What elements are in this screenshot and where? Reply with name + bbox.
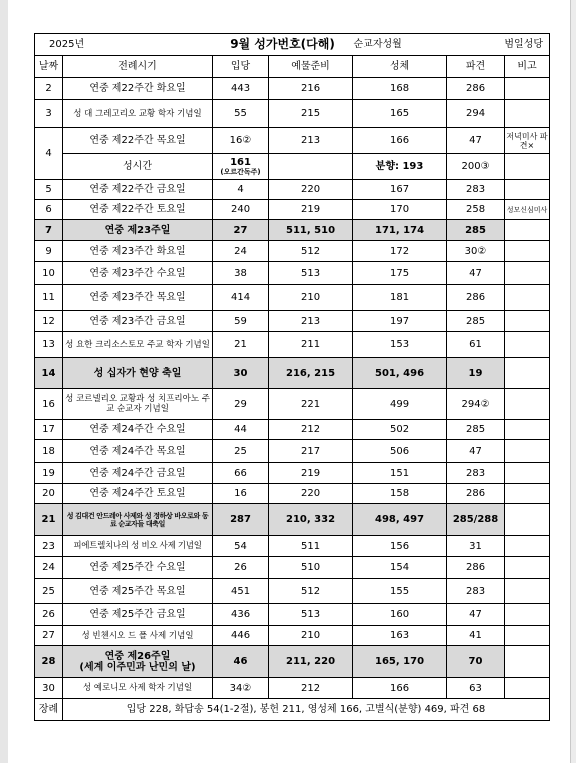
communion-cell: 분향: 193 [353, 154, 447, 180]
communion-cell: 175 [353, 262, 447, 285]
entrance-cell: 59 [213, 311, 269, 332]
dismissal-cell: 200③ [447, 154, 505, 180]
dismissal-cell: 294② [447, 389, 505, 420]
liturgy-cell: 연중 제24주간 토요일 [63, 484, 213, 504]
date-cell: 23 [35, 536, 63, 557]
entrance-cell: 34② [213, 678, 269, 699]
table-row [35, 504, 550, 536]
date-cell: 7 [35, 220, 63, 241]
offertory-cell: 512 [269, 579, 353, 604]
table-row [35, 78, 550, 100]
page-title: 9월 성가번호(다해) [213, 34, 353, 56]
note-cell [505, 285, 550, 311]
offertory-cell: 217 [269, 440, 353, 463]
entrance-cell: 287 [213, 504, 269, 536]
entrance-cell: 29 [213, 389, 269, 420]
table-row [35, 241, 550, 262]
note-cell [505, 358, 550, 389]
date-cell: 14 [35, 358, 63, 389]
entrance-cell: 66 [213, 463, 269, 484]
date-cell: 17 [35, 420, 63, 440]
table-row [35, 626, 550, 646]
entrance-cell: 16 [213, 484, 269, 504]
date-cell: 11 [35, 285, 63, 311]
liturgy-cell: 연중 제22주간 화요일 [63, 78, 213, 100]
entrance-cell: 16② [213, 128, 269, 154]
dismissal-cell: 258 [447, 200, 505, 220]
liturgy-cell: 성 코르넬리오 교황과 성 치프리아노 주교 순교자 기념일 [63, 389, 213, 420]
table-row [35, 678, 550, 699]
communion-cell: 506 [353, 440, 447, 463]
liturgy-cell: 연중 제25주간 금요일 [63, 604, 213, 626]
col-liturgy-header: 전례시기 [63, 56, 213, 78]
liturgy-cell: 연중 제22주간 토요일 [63, 200, 213, 220]
offertory-cell: 512 [269, 241, 353, 262]
communion-cell: 498, 497 [353, 504, 447, 536]
table-row [35, 285, 550, 311]
note-cell [505, 463, 550, 484]
offertory-cell: 210 [269, 626, 353, 646]
liturgy-cell: 연중 제22주간 금요일 [63, 180, 213, 200]
col-dismissal-header: 파견 [447, 56, 505, 78]
date-cell: 18 [35, 440, 63, 463]
funeral-row [35, 699, 550, 721]
communion-cell: 181 [353, 285, 447, 311]
date-cell: 3 [35, 100, 63, 128]
offertory-cell: 210, 332 [269, 504, 353, 536]
left-margin-strip [0, 0, 8, 763]
dismissal-cell: 285 [447, 420, 505, 440]
note-cell [505, 604, 550, 626]
liturgy-cell: 성 김대건 안드레아 사제와 성 정하상 바오로와 동료 순교자들 대축일 [63, 504, 213, 536]
communion-cell: 502 [353, 420, 447, 440]
communion-cell: 156 [353, 536, 447, 557]
col-entrance-header: 입당 [213, 56, 269, 78]
offertory-cell: 220 [269, 484, 353, 504]
communion-cell: 499 [353, 389, 447, 420]
note-cell [505, 678, 550, 699]
date-cell: 13 [35, 332, 63, 358]
dismissal-cell: 286 [447, 557, 505, 579]
col-communion-header: 성체 [353, 56, 447, 78]
offertory-cell: 213 [269, 128, 353, 154]
date-cell: 30 [35, 678, 63, 699]
offertory-cell: 212 [269, 678, 353, 699]
note-cell [505, 504, 550, 536]
table-row [35, 220, 550, 241]
communion-cell: 163 [353, 626, 447, 646]
liturgy-cell: 연중 제23주일 [63, 220, 213, 241]
communion-cell: 166 [353, 678, 447, 699]
note-cell [505, 420, 550, 440]
liturgy-cell: 연중 제24주간 금요일 [63, 463, 213, 484]
liturgy-cell: 성 빈첸시오 드 폴 사제 기념일 [63, 626, 213, 646]
header-row [35, 56, 550, 78]
offertory-cell: 213 [269, 311, 353, 332]
offertory-cell: 215 [269, 100, 353, 128]
date-cell: 19 [35, 463, 63, 484]
offertory-cell: 513 [269, 604, 353, 626]
table-row [35, 463, 550, 484]
offertory-cell: 219 [269, 463, 353, 484]
communion-cell: 154 [353, 557, 447, 579]
note-cell: 성모신심미사 [505, 200, 550, 220]
liturgy-cell: 성 십자가 현양 축일 [63, 358, 213, 389]
document-page [34, 33, 549, 721]
communion-cell: 158 [353, 484, 447, 504]
note-cell: 저녁미사 파견× [505, 128, 550, 154]
dismissal-cell: 63 [447, 678, 505, 699]
entrance-cell: 446 [213, 626, 269, 646]
table-row [35, 358, 550, 389]
communion-cell: 151 [353, 463, 447, 484]
note-cell [505, 440, 550, 463]
offertory-cell: 221 [269, 389, 353, 420]
communion-cell: 168 [353, 78, 447, 100]
table-row [35, 128, 550, 154]
date-cell: 16 [35, 389, 63, 420]
liturgy-cell: 성 대 그레고리오 교황 학자 기념일 [63, 100, 213, 128]
communion-cell: 155 [353, 579, 447, 604]
table-row [35, 200, 550, 220]
communion-cell: 153 [353, 332, 447, 358]
communion-cell: 165 [353, 100, 447, 128]
dismissal-cell: 31 [447, 536, 505, 557]
entrance-cell: 451 [213, 579, 269, 604]
entrance-cell: 26 [213, 557, 269, 579]
dismissal-cell: 47 [447, 128, 505, 154]
communion-cell: 160 [353, 604, 447, 626]
communion-cell: 165, 170 [353, 646, 447, 678]
dismissal-cell: 61 [447, 332, 505, 358]
liturgy-cell: 연중 제24주간 수요일 [63, 420, 213, 440]
date-cell: 25 [35, 579, 63, 604]
offertory-cell: 210 [269, 285, 353, 311]
liturgy-cell: 피에트렐치나의 성 비오 사제 기념일 [63, 536, 213, 557]
table-row [35, 420, 550, 440]
dismissal-cell: 283 [447, 579, 505, 604]
liturgy-cell: 성 예로니모 사제 학자 기념일 [63, 678, 213, 699]
date-cell: 10 [35, 262, 63, 285]
table-row [35, 484, 550, 504]
entrance-cell: 24 [213, 241, 269, 262]
year-label: 2025년 [35, 34, 213, 56]
entrance-cell: 38 [213, 262, 269, 285]
note-cell [505, 100, 550, 128]
table-row [35, 262, 550, 285]
entrance-cell: 240 [213, 200, 269, 220]
offertory-cell: 510 [269, 557, 353, 579]
offertory-cell: 511 [269, 536, 353, 557]
entrance-cell: 55 [213, 100, 269, 128]
liturgy-cell: 연중 제23주간 화요일 [63, 241, 213, 262]
offertory-cell: 216, 215 [269, 358, 353, 389]
liturgy-cell: 연중 제23주간 금요일 [63, 311, 213, 332]
col-note-header: 비고 [505, 56, 550, 78]
scrollbar[interactable] [570, 0, 576, 763]
table-row [35, 646, 550, 678]
note-cell [505, 557, 550, 579]
liturgy-line-1: 연중 제26주일 [104, 650, 171, 662]
table-row [35, 389, 550, 420]
offertory-cell: 219 [269, 200, 353, 220]
date-cell: 12 [35, 311, 63, 332]
communion-cell: 170 [353, 200, 447, 220]
liturgy-cell: 성시간 [63, 154, 213, 180]
communion-cell: 166 [353, 128, 447, 154]
date-cell: 9 [35, 241, 63, 262]
communion-cell: 167 [353, 180, 447, 200]
table-row [35, 100, 550, 128]
entrance-cell: 44 [213, 420, 269, 440]
dismissal-cell: 47 [447, 262, 505, 285]
offertory-cell: 513 [269, 262, 353, 285]
dismissal-cell: 41 [447, 626, 505, 646]
entrance-cell: 21 [213, 332, 269, 358]
date-cell: 2 [35, 78, 63, 100]
dismissal-cell: 286 [447, 484, 505, 504]
col-offertory-header: 예물준비 [269, 56, 353, 78]
table-row [35, 332, 550, 358]
date-cell: 26 [35, 604, 63, 626]
table-row [35, 440, 550, 463]
date-cell: 4 [35, 128, 63, 180]
entrance-cell: 414 [213, 285, 269, 311]
date-cell: 20 [35, 484, 63, 504]
liturgy-cell: 연중 제25주간 목요일 [63, 579, 213, 604]
liturgy-line-2: (세계 이주민과 난민의 날) [79, 661, 196, 673]
funeral-hymns: 입당 228, 화답송 54(1-2절), 봉헌 211, 영성체 166, 고별식(분향) 469, 파견 68 [63, 699, 550, 721]
liturgy-cell: 연중 제22주간 목요일 [63, 128, 213, 154]
entrance-cell: 30 [213, 358, 269, 389]
dismissal-cell: 285 [447, 220, 505, 241]
entrance-cell: 25 [213, 440, 269, 463]
parish-name: 범일성당 [447, 34, 550, 56]
note-cell [505, 180, 550, 200]
dismissal-cell: 30② [447, 241, 505, 262]
dismissal-cell: 19 [447, 358, 505, 389]
note-cell [505, 536, 550, 557]
entrance-cell: 54 [213, 536, 269, 557]
date-cell: 24 [35, 557, 63, 579]
hymn-schedule-table [34, 33, 550, 721]
note-cell [505, 154, 550, 180]
table-row [35, 604, 550, 626]
dismissal-cell: 283 [447, 180, 505, 200]
dismissal-cell: 47 [447, 604, 505, 626]
note-cell [505, 220, 550, 241]
offertory-cell [269, 154, 353, 180]
table-row [35, 154, 550, 180]
liturgy-cell [63, 646, 213, 678]
entrance-cell: 27 [213, 220, 269, 241]
communion-cell: 197 [353, 311, 447, 332]
liturgy-cell: 연중 제24주간 목요일 [63, 440, 213, 463]
liturgy-cell: 성 요한 크리소스토모 주교 학자 기념일 [63, 332, 213, 358]
col-date-header: 날짜 [35, 56, 63, 78]
note-cell [505, 241, 550, 262]
dismissal-cell: 286 [447, 285, 505, 311]
table-row [35, 311, 550, 332]
note-cell [505, 78, 550, 100]
entrance-cell: 4 [213, 180, 269, 200]
offertory-cell: 220 [269, 180, 353, 200]
offertory-cell: 211 [269, 332, 353, 358]
table-row [35, 579, 550, 604]
table-row [35, 180, 550, 200]
entrance-value: 161 [230, 157, 251, 168]
dismissal-cell: 294 [447, 100, 505, 128]
note-cell [505, 262, 550, 285]
offertory-cell: 211, 220 [269, 646, 353, 678]
dismissal-cell: 283 [447, 463, 505, 484]
date-cell: 28 [35, 646, 63, 678]
note-cell [505, 389, 550, 420]
entrance-cell: 436 [213, 604, 269, 626]
date-cell: 21 [35, 504, 63, 536]
communion-cell: 501, 496 [353, 358, 447, 389]
entrance-cell: 443 [213, 78, 269, 100]
dismissal-cell: 70 [447, 646, 505, 678]
liturgy-cell: 연중 제25주간 수요일 [63, 557, 213, 579]
entrance-subnote: (오르간독주) [220, 168, 261, 176]
note-cell [505, 646, 550, 678]
funeral-label: 장례 [35, 699, 63, 721]
offertory-cell: 216 [269, 78, 353, 100]
date-cell: 5 [35, 180, 63, 200]
liturgy-cell: 연중 제23주간 수요일 [63, 262, 213, 285]
entrance-cell: 46 [213, 646, 269, 678]
title-row [35, 34, 550, 56]
month-theme: 순교자성월 [353, 34, 447, 56]
note-cell [505, 484, 550, 504]
liturgy-cell: 연중 제23주간 목요일 [63, 285, 213, 311]
dismissal-cell: 286 [447, 78, 505, 100]
dismissal-cell: 285 [447, 311, 505, 332]
date-cell: 6 [35, 200, 63, 220]
table-row [35, 557, 550, 579]
date-cell: 27 [35, 626, 63, 646]
offertory-cell: 511, 510 [269, 220, 353, 241]
dismissal-cell: 47 [447, 440, 505, 463]
note-cell [505, 579, 550, 604]
communion-cell: 172 [353, 241, 447, 262]
note-cell [505, 332, 550, 358]
dismissal-cell: 285/288 [447, 504, 505, 536]
communion-cell: 171, 174 [353, 220, 447, 241]
offertory-cell: 212 [269, 420, 353, 440]
note-cell [505, 626, 550, 646]
entrance-cell [213, 154, 269, 180]
table-row [35, 536, 550, 557]
note-cell [505, 311, 550, 332]
